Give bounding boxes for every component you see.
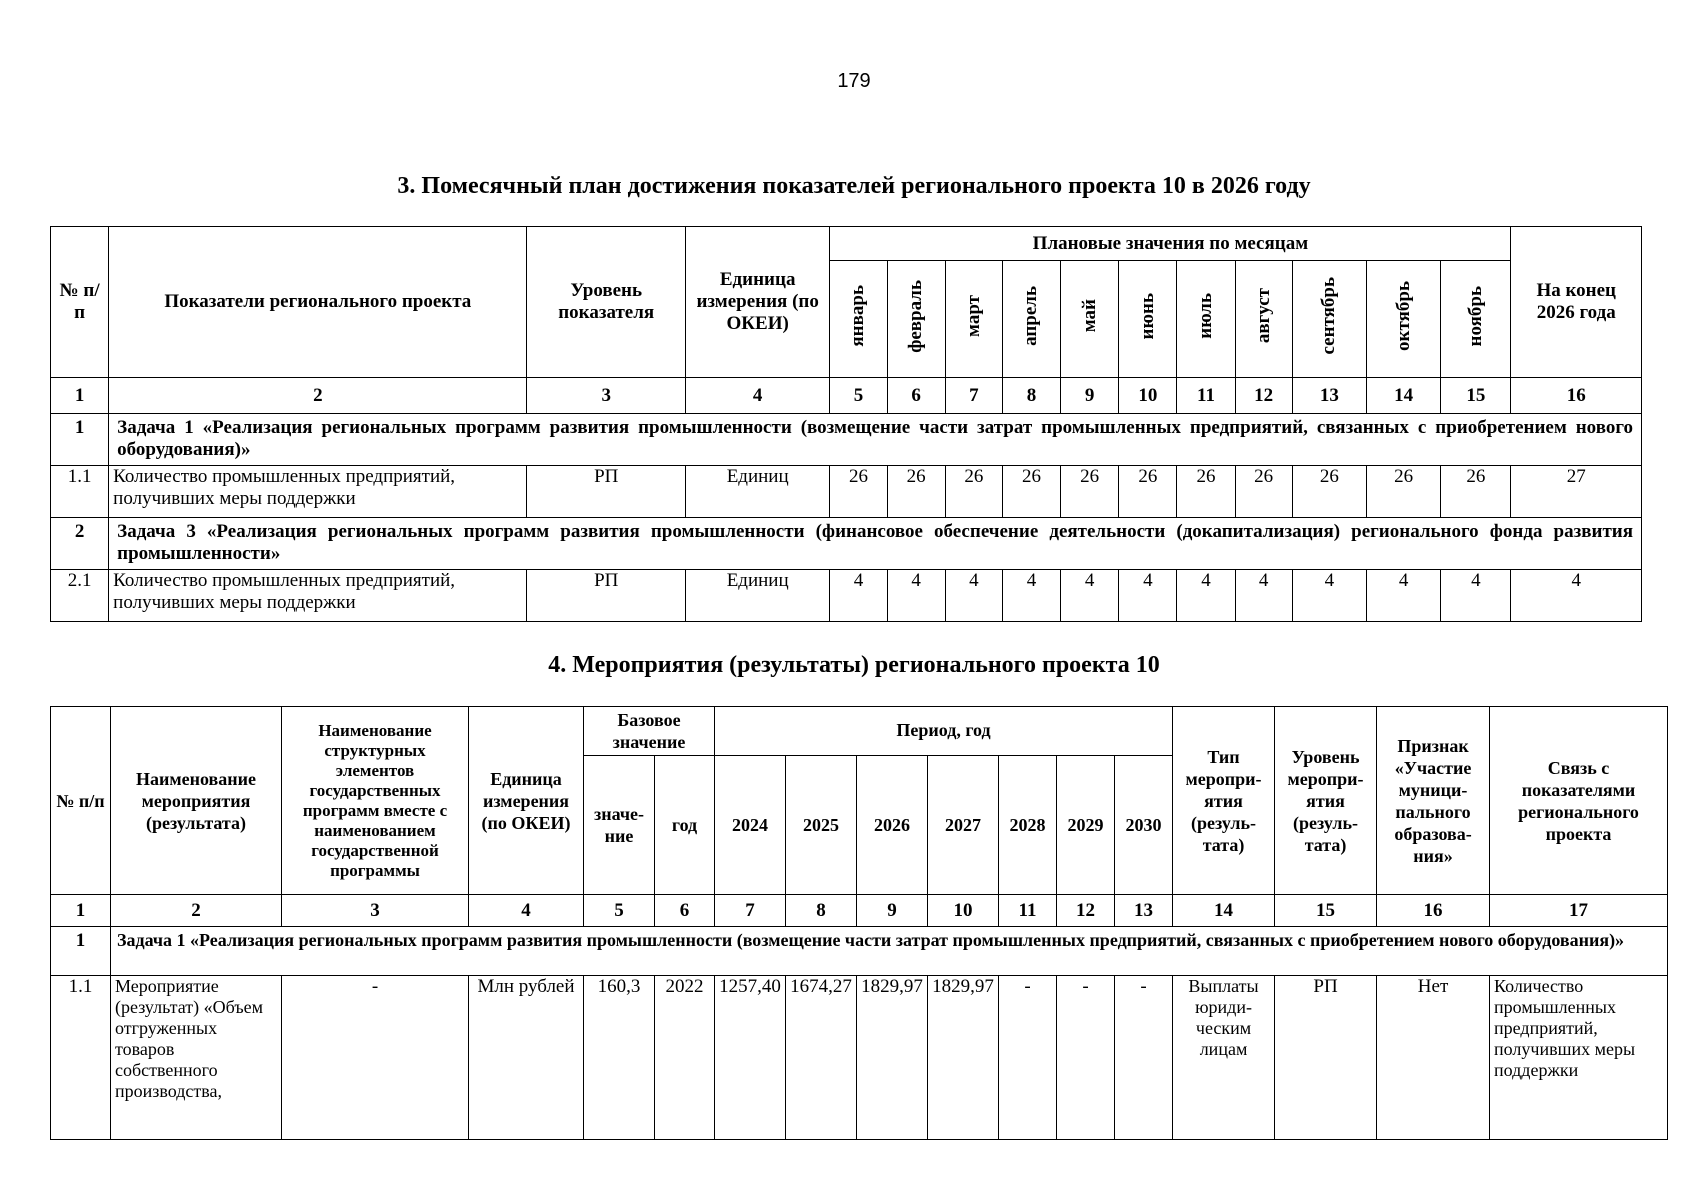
header-type: Тип меропри-ятия (резуль-тата) xyxy=(1173,707,1275,895)
col-number: 6 xyxy=(887,378,945,414)
month-value: 4 xyxy=(945,570,1002,622)
row-number: 2.1 xyxy=(51,570,109,622)
month-value: 4 xyxy=(1292,570,1366,622)
header-end-of-year: На конец 2026 года xyxy=(1511,227,1642,378)
col-number: 5 xyxy=(830,378,887,414)
col-number: 14 xyxy=(1173,895,1275,927)
month-value: 4 xyxy=(830,570,887,622)
end-of-year-value: 27 xyxy=(1511,466,1642,518)
header-month xyxy=(1441,261,1511,378)
activities-table xyxy=(50,706,1668,1140)
month-label: сентябрь xyxy=(1318,277,1340,355)
base-value: 160,3 xyxy=(584,976,655,1140)
header-indicator: Показатели регионального проекта xyxy=(109,227,527,378)
header-month xyxy=(1061,261,1119,378)
indicator-name: Количество промышленных предприятий, получивших меры поддержки xyxy=(109,570,527,622)
month-value: 4 xyxy=(887,570,945,622)
month-value: 26 xyxy=(887,466,945,518)
task-number: 2 xyxy=(51,518,109,570)
header-year: 2025 xyxy=(786,756,857,895)
col-number: 10 xyxy=(928,895,999,927)
activity-type: Выплаты юриди-ческим лицам xyxy=(1173,976,1275,1140)
header-month xyxy=(1366,261,1440,378)
month-label: июнь xyxy=(1136,292,1158,340)
col-number: 13 xyxy=(1292,378,1366,414)
month-value: 4 xyxy=(1002,570,1060,622)
header-structural: Наименование структурных элементов государственных программ вместе с наименованием государственной программы xyxy=(282,707,469,895)
col-number: 10 xyxy=(1119,378,1177,414)
header-base-value: значе-ние xyxy=(584,756,655,895)
col-number: 8 xyxy=(786,895,857,927)
col-number: 11 xyxy=(1177,378,1235,414)
year-value: - xyxy=(1057,976,1115,1140)
end-of-year-value: 4 xyxy=(1511,570,1642,622)
year-value: 1257,40 xyxy=(715,976,786,1140)
section-3-title: 3. Помесячный план достижения показателей регионального проекта 10 в 2026 году xyxy=(397,173,1311,199)
col-number: 2 xyxy=(111,895,282,927)
indicator-name: Количество промышленных предприятий, получивших меры поддержки xyxy=(109,466,527,518)
month-value: 26 xyxy=(945,466,1002,518)
col-number: 5 xyxy=(584,895,655,927)
month-value: 26 xyxy=(1366,466,1440,518)
month-value: 4 xyxy=(1119,570,1177,622)
month-value: 26 xyxy=(1119,466,1177,518)
col-number: 9 xyxy=(857,895,928,927)
header-num: № п/п xyxy=(51,707,111,895)
header-year: 2026 xyxy=(857,756,928,895)
col-number: 8 xyxy=(1002,378,1060,414)
base-year: 2022 xyxy=(655,976,715,1140)
task-text: Задача 3 «Реализация региональных программ развития промышленности (финансовое обеспечение деятельности (докапитализация) регионального фонда развития промышленности» xyxy=(109,518,1642,570)
col-number: 2 xyxy=(109,378,527,414)
header-year: 2024 xyxy=(715,756,786,895)
header-year: 2027 xyxy=(928,756,999,895)
section-4-title: 4. Мероприятия (результаты) регионального проекта 10 xyxy=(548,652,1160,678)
header-month xyxy=(830,261,887,378)
col-number: 15 xyxy=(1441,378,1511,414)
col-number: 16 xyxy=(1377,895,1490,927)
column-number-row xyxy=(51,895,1668,927)
month-label: январь xyxy=(847,285,869,347)
header-unit: Единица измерения (по ОКЕИ) xyxy=(469,707,584,895)
table-row xyxy=(51,466,1642,518)
structural-element: - xyxy=(282,976,469,1140)
year-value: - xyxy=(999,976,1057,1140)
month-value: 4 xyxy=(1366,570,1440,622)
task-text: Задача 1 «Реализация региональных программ развития промышленности (возмещение части затрат промышленных предприятий, связанных с приобретением нового оборудования)» xyxy=(111,927,1668,976)
header-monthly-group: Плановые значения по месяцам xyxy=(830,227,1511,261)
month-label: апрель xyxy=(1020,286,1042,346)
header-unit: Единица измерения (по ОКЕИ) xyxy=(685,227,829,378)
row-number: 1.1 xyxy=(51,466,109,518)
table-row xyxy=(51,976,1668,1140)
header-level: Уровень показателя xyxy=(527,227,685,378)
month-value: 26 xyxy=(1061,466,1119,518)
header-year: 2030 xyxy=(1115,756,1173,895)
col-number: 17 xyxy=(1490,895,1668,927)
col-number: 7 xyxy=(945,378,1002,414)
month-label: март xyxy=(962,295,984,337)
header-month xyxy=(1177,261,1235,378)
header-num: № п/п xyxy=(51,227,109,378)
col-number: 12 xyxy=(1235,378,1292,414)
indicator-level: РП xyxy=(527,466,685,518)
task-row xyxy=(51,518,1642,570)
col-number: 4 xyxy=(685,378,829,414)
month-value: 4 xyxy=(1061,570,1119,622)
activity-name: Мероприятие (результат) «Объем отгруженных товаров собственного производства, xyxy=(111,976,282,1140)
month-value: 26 xyxy=(1235,466,1292,518)
header-name: Наименование мероприятия (результата) xyxy=(111,707,282,895)
indicator-link: Количество промышленных предприятий, получивших меры поддержки xyxy=(1490,976,1668,1140)
col-number: 3 xyxy=(527,378,685,414)
month-value: 26 xyxy=(1292,466,1366,518)
month-value: 4 xyxy=(1235,570,1292,622)
header-month xyxy=(945,261,1002,378)
month-value: 26 xyxy=(1177,466,1235,518)
year-value: - xyxy=(1115,976,1173,1140)
task-number: 1 xyxy=(51,414,109,466)
month-label: октябрь xyxy=(1392,281,1414,351)
header-month xyxy=(1002,261,1060,378)
activity-unit: Млн рублей xyxy=(469,976,584,1140)
col-number: 16 xyxy=(1511,378,1642,414)
month-label: февраль xyxy=(905,279,927,353)
header-level: Уровень меропри-ятия (резуль-тата) xyxy=(1275,707,1377,895)
col-number: 14 xyxy=(1366,378,1440,414)
month-value: 26 xyxy=(1441,466,1511,518)
year-value: 1674,27 xyxy=(786,976,857,1140)
month-label: май xyxy=(1078,299,1100,333)
year-value: 1829,97 xyxy=(857,976,928,1140)
month-value: 26 xyxy=(830,466,887,518)
header-month xyxy=(1235,261,1292,378)
header-period: Период, год xyxy=(715,707,1173,756)
month-label: август xyxy=(1252,288,1274,344)
col-number: 13 xyxy=(1115,895,1173,927)
month-label: июль xyxy=(1195,293,1216,339)
month-value: 4 xyxy=(1441,570,1511,622)
col-number: 4 xyxy=(469,895,584,927)
header-month xyxy=(887,261,945,378)
col-number: 9 xyxy=(1061,378,1119,414)
col-number: 1 xyxy=(51,378,109,414)
col-number: 6 xyxy=(655,895,715,927)
indicator-unit: Единиц xyxy=(685,570,829,622)
indicator-level: РП xyxy=(527,570,685,622)
col-number: 7 xyxy=(715,895,786,927)
col-number: 3 xyxy=(282,895,469,927)
header-base-year: год xyxy=(655,756,715,895)
header-year: 2028 xyxy=(999,756,1057,895)
year-value: 1829,97 xyxy=(928,976,999,1140)
column-number-row xyxy=(51,378,1642,414)
header-month xyxy=(1119,261,1177,378)
header-municipal: Признак «Участие муници-пального образова-ния» xyxy=(1377,707,1490,895)
col-number: 12 xyxy=(1057,895,1115,927)
header-month xyxy=(1292,261,1366,378)
table-row xyxy=(51,570,1642,622)
col-number: 15 xyxy=(1275,895,1377,927)
page-number: 179 xyxy=(837,70,871,92)
monthly-plan-table xyxy=(50,226,1642,622)
month-value: 26 xyxy=(1002,466,1060,518)
task-number: 1 xyxy=(51,927,111,976)
month-label: ноябрь xyxy=(1464,285,1486,347)
task-text: Задача 1 «Реализация региональных программ развития промышленности (возмещение части затрат промышленных предприятий, связанных с приобретением нового оборудования)» xyxy=(109,414,1642,466)
col-number: 11 xyxy=(999,895,1057,927)
municipal-participation: Нет xyxy=(1377,976,1490,1140)
task-row xyxy=(51,414,1642,466)
activity-level: РП xyxy=(1275,976,1377,1140)
indicator-unit: Единиц xyxy=(685,466,829,518)
row-number: 1.1 xyxy=(51,976,111,1140)
header-link: Связь с показателями регионального проекта xyxy=(1490,707,1668,895)
col-number: 1 xyxy=(51,895,111,927)
header-year: 2029 xyxy=(1057,756,1115,895)
task-row xyxy=(51,927,1668,976)
header-base: Базовое значение xyxy=(584,707,715,756)
month-value: 4 xyxy=(1177,570,1235,622)
